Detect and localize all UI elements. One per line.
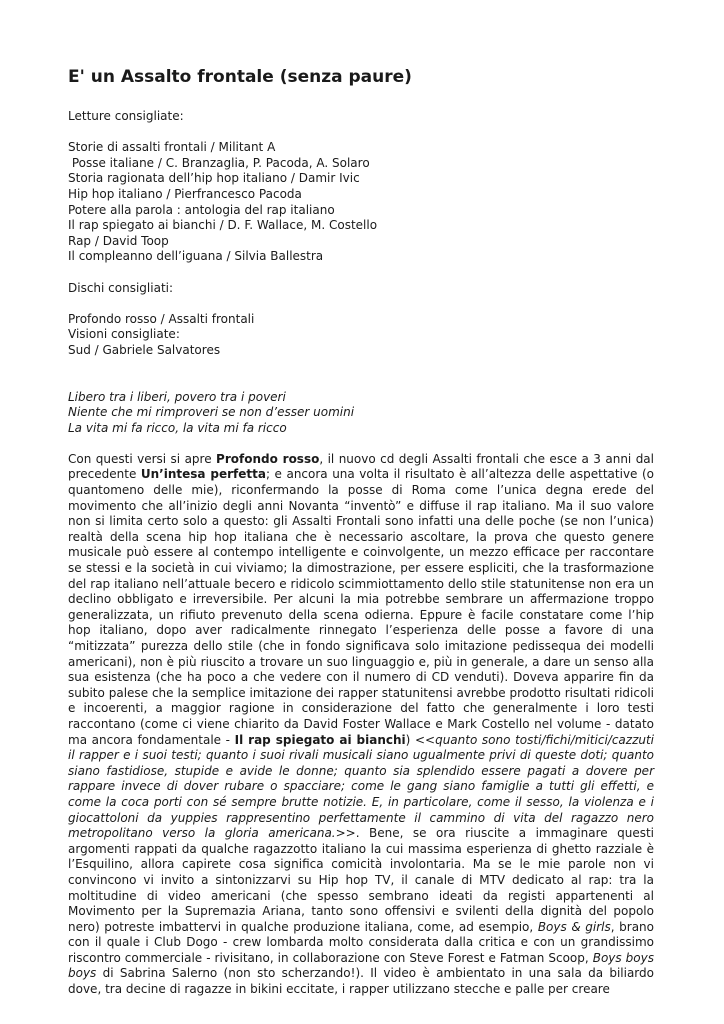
dischi-heading: Dischi consigliati: <box>68 280 174 295</box>
list-item: Profondo rosso / Assalti frontali <box>68 311 255 326</box>
verse-line: Niente che mi rimproveri se non d’esser uomini <box>68 405 355 420</box>
letture-heading: Letture consigliate: <box>68 109 184 123</box>
list-item: Storia ragionata dell’hip hop italiano / Damir Ivic <box>68 171 360 186</box>
list-item: Il compleanno dell’iguana / Silvia Ballestra <box>68 249 324 264</box>
list-item: Rap / David Toop <box>68 233 169 248</box>
list-item: Posse italiane / C. Branzaglia, P. Pacoda, A. Solaro <box>68 155 370 170</box>
quote: <<quanto sono tosti/fichi/mitici/cazzuti il rapper e i suoi testi; quanto i suoi rivali musicali siano ugualmente privi di queste doti; quanto siano fastidiose, stupide e avide le donne; quanto sia splendido essere pagati a dovere per rappare invece di dover rubare o spacciare; come le gang siano famiglie a tutti gli effetti, e come la coca porti con sé sempre brutte notizie. E, in particolare, come il sesso, la violenza e i giocattoloni da yuppies rappresentino perfettamente il cammino di vita del ragazzo nero metropolitano verso la gloria americana.>> <box>68 732 655 841</box>
list-item: Potere alla parola : antologia del rap italiano <box>68 202 335 217</box>
article-body: Con questi versi si apre Profondo rosso, il nuovo cd degli Assalti frontali che esce a 3 anni dal precedente Un’intesa perfetta; e ancora una volta il risultato è all’altezza delle aspettative (o quantomeno delle mie), riconfermando la posse di Roma come l’unica degna erede del movimento che all’inizio degli anni Novanta “inventò” e diffuse il rap italiano. Ma il suo valore non si limita certo solo a questo: gli Assalti Frontali sono infatti una delle poche (se non l’unica) realtà della scena hip hop italiana che è necessario ascoltare, la prova che questo genere musicale può essere al contempo intelligente e coinvolgente, un mezzo efficace per raccontare se stessi e la società in cui viviamo; la dimostrazione, per essere espliciti, che la trasformazione del rap italiano nell’attuale becero e ridicolo scimmiottamento dello stile statunitense non era un declino obbligato e irreversibile. Per alcuni la mia potrebbe sembrare un affermazione troppo generalizzata, un rifiuto prevenuto della scena odierna. Eppure è facile constatare come l’hip hop italiano, dopo aver radicalmente rinnegato l’esperienza delle posse a favore di una “mitizzata” purezza dello stile (che in fondo significava solo imitazione pedissequa dei modelli americani), non è più riuscito a trovare un suo linguaggio e, più in generale, a dare un senso alla sua esistenza (che ha poco a che vedere con il numero di CD venduti). Doveva apparire fin da subito palese che la semplice imitazione dei rapper statunitensi avrebbe prodotto risultati ridicoli e incoerenti, a maggior ragione in considerazione del fatto che generalmente i loro testi raccontano (come ci viene chiarito da David Foster Wallace e Mark Costello nel volume - datato ma ancora fondamentale - Il rap spiegato ai bianchi) <<quanto sono tosti/fichi/mitici/cazzuti il rapper e i suoi testi; quanto i suoi rivali musicali siano ugualmente privi di queste doti; quanto siano fastidiose, stupide e avide le donne; quanto sia splendido essere pagati a dovere per rappare invece di dover rubare o spacciare; come le gang siano famiglie a tutti gli effetti, e come la coca porti con sé sempre brutte notizie. E, in particolare, come il sesso, la violenza e i giocattoloni da yuppies rappresentino perfettamente il cammino di vita del ragazzo nero metropolitano verso la gloria americana.>>. Bene, se ora riuscite a immaginare questi argomenti rappati da qualche ragazzotto italiano la cui massima esperienza di ghetto razziale è l’Esquilino, allora capirete cosa significa comicità involontaria. Ma se le mie parole non vi convincono vi invito a sintonizzarvi su Hip hop TV, il canale di MTV dedicato al rap: tra la moltitudine di video americani (che spesso sembrano ideati da registi appartenenti al Movimento per la Supremazia Ariana, tanto sono offensivi e svilenti della dignità del popolo nero) potreste imbattervi in qualche produzione italiana, come, ad esempio, Boys & girls, brano con il quale i Club Dogo - crew lombarda molto considerata dalla critica e con un grandissimo riscontro commerciale - rivisitano, in collaborazione con Steve Forest e Fatman Scoop, Boys boys boys di Sabrina Salerno (non sto scherzando!). Il video è ambientato in una sala da biliardo dove, tra decine di ragazze in bikini eccitate, i rapper utilizzano stecche e palle per creare <box>68 451 655 997</box>
list-item: Il rap spiegato ai bianchi / D. F. Wallace, M. Costello <box>68 218 378 233</box>
list-item: Hip hop italiano / Pierfrancesco Pacoda <box>68 186 302 201</box>
album-title: Profondo rosso <box>216 451 320 466</box>
letture-list <box>68 140 658 265</box>
document-page <box>68 66 658 998</box>
verse-line: La vita mi fa ricco, la vita mi fa ricco <box>68 420 287 435</box>
verses <box>68 390 658 437</box>
verse-line: Libero tra i liberi, povero tra i poveri <box>68 389 286 404</box>
list-item: Sud / Gabriele Salvatores <box>68 342 221 357</box>
album-title: Un’intesa perfetta <box>140 467 266 482</box>
list-item: Storie di assalti frontali / Militant A <box>68 140 276 155</box>
book-title: Il rap spiegato ai bianchi <box>234 732 406 747</box>
visioni-heading: Visioni consigliate: <box>68 327 180 342</box>
page-title: E' un Assalto frontale (senza paure) <box>68 67 412 87</box>
song-title: Boys & girls <box>537 919 611 934</box>
song-title: Boys boys boys <box>68 950 654 981</box>
